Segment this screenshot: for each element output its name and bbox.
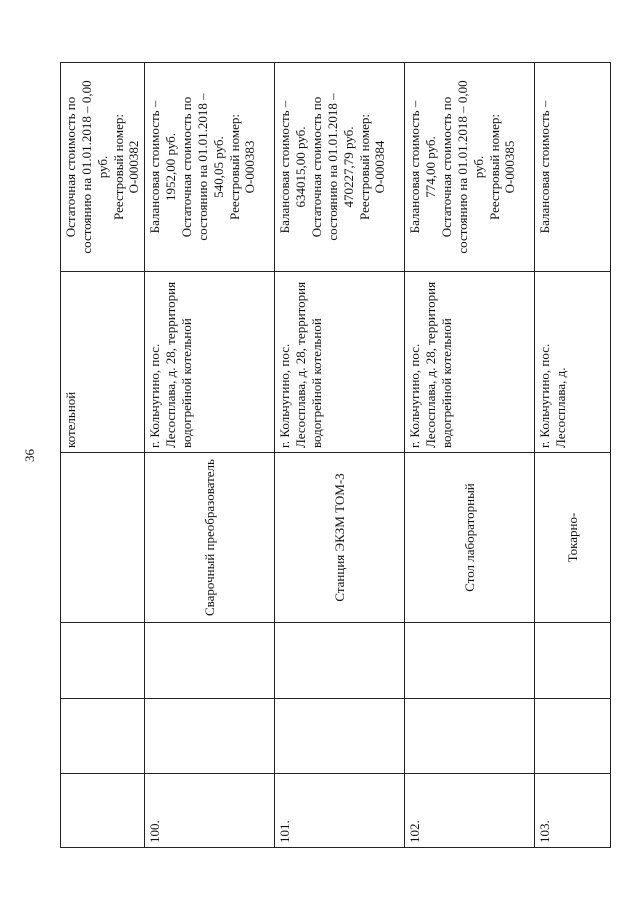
- empty-cell: [275, 623, 405, 699]
- item-name: Станция ЭКЗМ ТОМ-3: [275, 453, 405, 623]
- item-address: г. Кольчугино, пос. Лесосплава, д. 28, территория водогрейной котельной: [145, 272, 275, 453]
- item-valuation: Балансовая стоимость – 774,00 руб. Остаточная стоимость по состоянию на 01.01.2018 – 0,00 руб. Реестровый номер: О-000385: [405, 63, 535, 272]
- item-address: г. Кольчугино, пос. Лесосплава, д.: [535, 272, 611, 453]
- table-row: [405, 63, 535, 848]
- item-name: Токарно-: [535, 453, 611, 623]
- item-name: [61, 453, 145, 623]
- table-row: [535, 63, 611, 848]
- empty-cell: [535, 623, 611, 699]
- item-valuation: Остаточная стоимость по состоянию на 01.01.2018 – 0,00 руб. Реестровый номер: О-000382: [61, 63, 145, 272]
- empty-cell: [275, 699, 405, 774]
- item-name: Сварочный преобразователь: [145, 453, 275, 623]
- row-number: 102.: [405, 774, 535, 848]
- empty-cell: [145, 699, 275, 774]
- empty-cell: [61, 623, 145, 699]
- item-address: г. Кольчугино, пос. Лесосплава, д. 28, территория водогрейной котельной: [405, 272, 535, 453]
- empty-cell: [535, 699, 611, 774]
- row-number: [61, 774, 145, 848]
- page-number: 36: [22, 449, 37, 462]
- item-address: котельной: [61, 272, 145, 453]
- empty-cell: [405, 699, 535, 774]
- item-valuation: Балансовая стоимость – 634015,00 руб. Остаточная стоимость по состоянию на 01.01.2018 – 470227,79 руб. Реестровый номер: О-000384: [275, 63, 405, 272]
- item-valuation: Балансовая стоимость – 1952,00 руб. Остаточная стоимость по состоянию на 01.01.2018 – 540,05 руб. Реестровый номер: О-000383: [145, 63, 275, 272]
- property-table: [60, 62, 611, 848]
- empty-cell: [145, 623, 275, 699]
- item-valuation: Балансовая стоимость –: [535, 63, 611, 272]
- empty-cell: [61, 699, 145, 774]
- table-row: [61, 63, 145, 848]
- item-address: г. Кольчугино, пос. Лесосплава, д. 28, территория водогрейной котельной: [275, 272, 405, 453]
- item-name: Стол лабораторный: [405, 453, 535, 623]
- table-row: [145, 63, 275, 848]
- row-number: 101.: [275, 774, 405, 848]
- row-number: 103.: [535, 774, 611, 848]
- row-number: 100.: [145, 774, 275, 848]
- empty-cell: [405, 623, 535, 699]
- table-row: [275, 63, 405, 848]
- rotated-table-container: [60, 63, 610, 848]
